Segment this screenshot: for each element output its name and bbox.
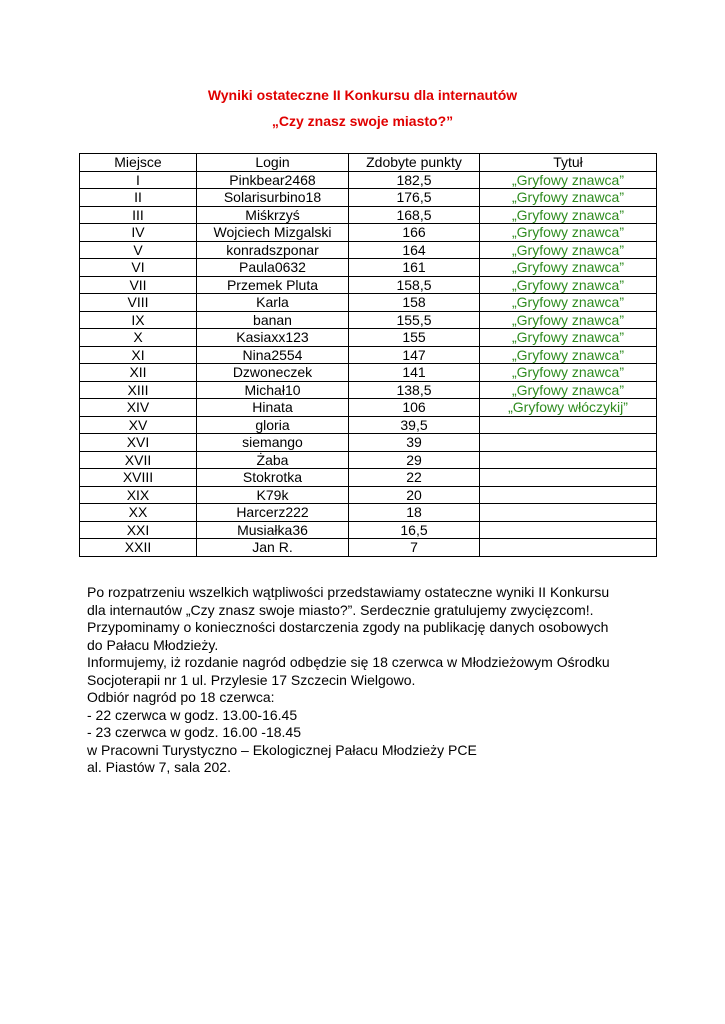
award-title-cell: „Gryfowy znawca” (480, 364, 657, 382)
place-cell: V (80, 241, 197, 259)
login-cell: Miśkrzyś (197, 206, 349, 224)
points-cell: 22 (349, 469, 480, 487)
place-cell: XXII (80, 539, 197, 557)
login-cell: K79k (197, 486, 349, 504)
place-cell: XXI (80, 521, 197, 539)
login-cell: banan (197, 311, 349, 329)
table-row (80, 259, 657, 277)
place-cell: XVI (80, 434, 197, 452)
login-cell: Dzwoneczek (197, 364, 349, 382)
table-row (80, 451, 657, 469)
table-row (80, 504, 657, 522)
award-title-cell: „Gryfowy znawca” (480, 241, 657, 259)
place-cell: XVII (80, 451, 197, 469)
award-title-cell (480, 539, 657, 557)
points-cell: 29 (349, 451, 480, 469)
award-title-cell (480, 486, 657, 504)
table-row (80, 399, 657, 417)
award-title-cell: „Gryfowy znawca” (480, 206, 657, 224)
announcement-line: Przypominamy o konieczności dostarczenia zgody na publikację danych osobowych (87, 619, 609, 635)
table-row (80, 381, 657, 399)
award-title-cell: „Gryfowy znawca” (480, 381, 657, 399)
points-cell: 182,5 (349, 171, 480, 189)
login-cell: Wojciech Mizgalski (197, 224, 349, 242)
points-cell: 176,5 (349, 189, 480, 207)
login-cell: Jan R. (197, 539, 349, 557)
place-cell: XIX (80, 486, 197, 504)
table-row (80, 311, 657, 329)
award-title-cell: „Gryfowy znawca” (480, 329, 657, 347)
place-cell: XII (80, 364, 197, 382)
login-cell: Przemek Pluta (197, 276, 349, 294)
login-cell: Hinata (197, 399, 349, 417)
award-title-cell: „Gryfowy włóczykij” (480, 399, 657, 417)
points-cell: 158 (349, 294, 480, 312)
place-cell: XX (80, 504, 197, 522)
table-row (80, 329, 657, 347)
place-cell: XVIII (80, 469, 197, 487)
award-title-cell: „Gryfowy znawca” (480, 189, 657, 207)
place-cell: III (80, 206, 197, 224)
login-cell: Musiałka36 (197, 521, 349, 539)
table-row (80, 521, 657, 539)
place-cell: VII (80, 276, 197, 294)
table-row (80, 189, 657, 207)
announcement-line: dla internautów „Czy znasz swoje miasto?”. Serdecznie gratulujemy zwycięzcom!. (87, 601, 594, 618)
table-row (80, 294, 657, 312)
points-cell: 155 (349, 329, 480, 347)
points-cell: 39 (349, 434, 480, 452)
award-title-cell: „Gryfowy znawca” (480, 259, 657, 277)
table-row (80, 486, 657, 504)
award-title-cell: „Gryfowy znawca” (480, 171, 657, 189)
points-cell: 16,5 (349, 521, 480, 539)
login-cell: Harcerz222 (197, 504, 349, 522)
award-title-cell (480, 416, 657, 434)
points-cell: 158,5 (349, 276, 480, 294)
table-row (80, 171, 657, 189)
login-cell: siemango (197, 434, 349, 452)
table-row (80, 224, 657, 242)
announcement-line: w Pracowni Turystyczno – Ekologicznej Pałacu Młodzieży PCE (87, 741, 477, 758)
place-cell: XI (80, 346, 197, 364)
points-cell: 155,5 (349, 311, 480, 329)
place-cell: XIV (80, 399, 197, 417)
award-title-cell (480, 521, 657, 539)
login-cell: Nina2554 (197, 346, 349, 364)
place-cell: II (80, 189, 197, 207)
login-cell: Solarisurbino18 (197, 189, 349, 207)
place-cell: I (80, 171, 197, 189)
announcement-line: Odbiór nagród po 18 czerwca: (87, 689, 275, 705)
award-title-cell (480, 451, 657, 469)
award-title-cell: „Gryfowy znawca” (480, 224, 657, 242)
table-row (80, 241, 657, 259)
points-cell: 18 (349, 504, 480, 522)
points-cell: 147 (349, 346, 480, 364)
announcement-line: al. Piastów 7, sala 202. (87, 759, 231, 775)
login-cell: konradszponar (197, 241, 349, 259)
announcement-line: - 23 czerwca w godz. 16.00 -18.45 (87, 724, 302, 740)
place-cell: X (80, 329, 197, 347)
points-cell: 161 (349, 259, 480, 277)
announcement-line: Informujemy, iż rozdanie nagród odbędzie się 18 czerwca w Młodzieżowym Ośrodku (87, 654, 610, 670)
place-cell: IX (80, 311, 197, 329)
award-title-cell: „Gryfowy znawca” (480, 276, 657, 294)
login-cell: Kasiaxx123 (197, 329, 349, 347)
header-title: Tytuł (480, 154, 657, 172)
announcement-line: Socjoterapii nr 1 ul. Przylesie 17 Szczecin Wielgowo. (87, 671, 416, 688)
points-cell: 168,5 (349, 206, 480, 224)
place-cell: XIII (80, 381, 197, 399)
points-cell: 20 (349, 486, 480, 504)
points-cell: 164 (349, 241, 480, 259)
award-title-cell (480, 469, 657, 487)
points-cell: 39,5 (349, 416, 480, 434)
header-login: Login (197, 154, 349, 172)
table-row (80, 206, 657, 224)
announcement-text (87, 584, 667, 777)
points-cell: 7 (349, 539, 480, 557)
table-row (80, 416, 657, 434)
login-cell: Michał10 (197, 381, 349, 399)
award-title-cell: „Gryfowy znawca” (480, 311, 657, 329)
points-cell: 106 (349, 399, 480, 417)
award-title-cell (480, 434, 657, 452)
table-row (80, 276, 657, 294)
login-cell: gloria (197, 416, 349, 434)
place-cell: XV (80, 416, 197, 434)
points-cell: 141 (349, 364, 480, 382)
table-header-row (80, 154, 657, 172)
table-row (80, 469, 657, 487)
award-title-cell: „Gryfowy znawca” (480, 294, 657, 312)
header-place: Miejsce (80, 154, 197, 172)
login-cell: Karla (197, 294, 349, 312)
place-cell: VIII (80, 294, 197, 312)
results-table (79, 153, 657, 557)
announcement-line: do Pałacu Młodzieży. (87, 636, 219, 653)
announcement-line: Po rozpatrzeniu wszelkich wątpliwości przedstawiamy ostateczne wyniki II Konkursu (87, 584, 610, 600)
login-cell: Żaba (197, 451, 349, 469)
award-title-cell (480, 504, 657, 522)
header-points: Zdobyte punkty (349, 154, 480, 172)
announcement-line: - 22 czerwca w godz. 13.00-16.45 (87, 706, 298, 723)
table-row (80, 364, 657, 382)
document-title: Wyniki ostateczne II Konkursu dla internautów (207, 87, 518, 103)
table-row (80, 434, 657, 452)
table-row (80, 539, 657, 557)
login-cell: Pinkbear2468 (197, 171, 349, 189)
login-cell: Paula0632 (197, 259, 349, 277)
points-cell: 166 (349, 224, 480, 242)
results-body (80, 171, 657, 556)
document-subtitle: „Czy znasz swoje miasto?” (271, 113, 454, 129)
table-row (80, 346, 657, 364)
award-title-cell: „Gryfowy znawca” (480, 346, 657, 364)
points-cell: 138,5 (349, 381, 480, 399)
place-cell: VI (80, 259, 197, 277)
login-cell: Stokrotka (197, 469, 349, 487)
place-cell: IV (80, 224, 197, 242)
